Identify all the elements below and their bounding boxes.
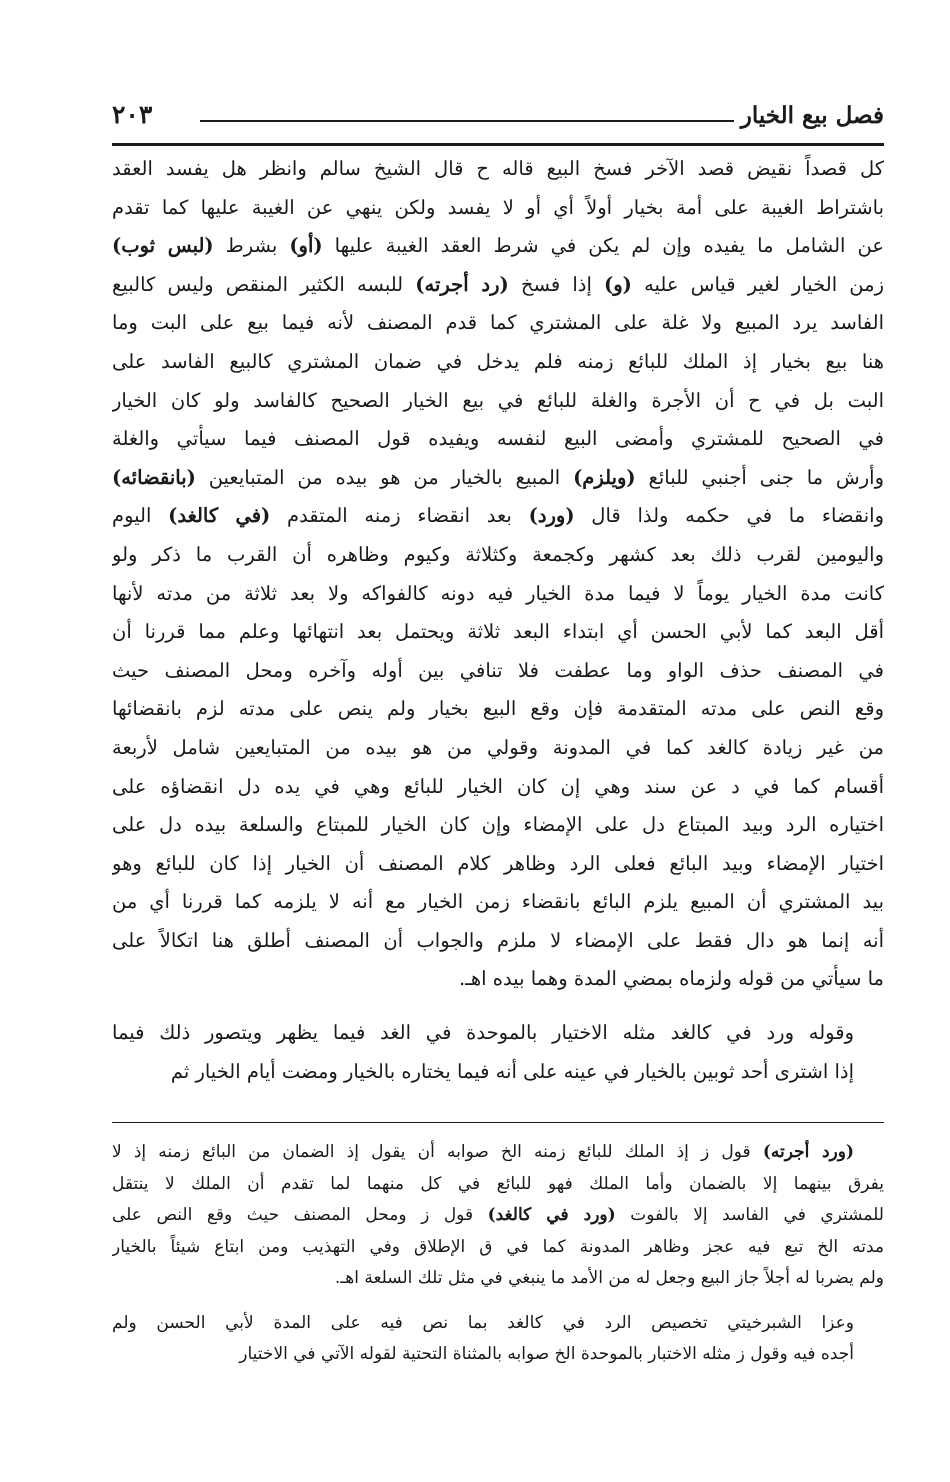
bold-term: (ورد) (528, 504, 575, 528)
footnote-line: مدته الخ تبع فيه عجز وظاهر المدونة كما في ق الإطلاق وفي التهذيب ومن ابتاع شيئاً بالخيار (112, 1236, 884, 1257)
body-line: كانت مدة الخيار يوماً لا فيما مدة الخيار فيه دونه كالفواكه ولا بعد ثلاثة من مدته لأنها (112, 581, 884, 605)
body-line: واليومين لقرب ذلك بعد كشهر وكجمعة وكثلاثة وكيوم وظاهره أن القرب ما ذكر ولو (112, 542, 884, 566)
body-line: أنه إنما هو دال فقط على الإمضاء لا ملزم والجواب أن المصنف أطلق هنا اتكالاً على (112, 928, 884, 952)
bold-term: (لبس ثوب) (112, 234, 214, 258)
text-run: بعد انقضاء زمنه المتقدم (270, 504, 529, 528)
bold-term: (ورد أجرته) (762, 1142, 855, 1162)
body-line (112, 459, 884, 498)
paragraph-2 (112, 1014, 884, 1091)
bold-term: (أو) (289, 234, 323, 258)
text-run: إذا فسخ (508, 272, 605, 296)
bold-term: (ويلزم) (573, 465, 636, 489)
body-line: في الصحيح للمشتري وأمضى البيع لنفسه ويفيده قول المصنف فيما سيأتي والغلة (112, 427, 884, 451)
header-title-line (200, 120, 734, 122)
footnotes (112, 1137, 884, 1371)
body-line: هنا بيع بخيار إذ الملك للبائع زمنه فلم يدخل في ضمان المشتري كالبيع الفاسد على (112, 349, 884, 373)
footnote-line: وعزا الشبرخيتي تخصيص الرد في كالغد بما نص فيه على المدة لأبي الحسن ولم (112, 1312, 854, 1333)
body-line: ما سيأتي من قوله ولزماه بمضي المدة وهما بيده اهـ. (458, 967, 884, 991)
body-line: في المصنف حذف الواو وما عطفت فلا تنافي بين أوله وآخره ومحل المصنف حيث (112, 658, 884, 682)
body-line: من غير زيادة كالغد كما في المدونة وقولي من هو بيده من المتبايعين شامل لأربعة (112, 735, 884, 759)
footnote-2 (112, 1308, 884, 1371)
bold-term: (بانقضائه) (112, 465, 196, 489)
bold-term: (ورد في كالغد) (487, 1205, 616, 1225)
body-line (112, 497, 884, 536)
body-line (112, 266, 884, 305)
text-run: بشرط (213, 234, 290, 258)
body-line: وقع النص على مدته المتقدمة فإن وقع البيع بخيار ولم ينص على مدته لزم بانقضائها (112, 697, 884, 721)
page-number: ٢٠٣ (112, 100, 153, 129)
text-run: للبسه الكثير المنقص وليس كالبيع (112, 272, 416, 296)
text-run: للمشتري في الفاسد إلا بالفوت (615, 1205, 884, 1225)
body-line: باشتراط الغيبة على أمة بخيار أولاً أي أو لا يفسد ولكن ينهي عن الغيبة عليها كما تقدم (112, 195, 884, 219)
paragraph-1 (112, 150, 884, 999)
text-run: زمن الخيار لغير قياس عليه (631, 272, 884, 296)
body-line: كل قصداً نقيض قصد الآخر فسخ البيع قاله ح قال الشيخ سالم وانظر هل يفسد العقد (112, 157, 884, 180)
bold-term: (رد أجرته) (415, 272, 509, 296)
body-line: إذا اشترى أحد ثوبين بالخيار في عينه على أنه فيما يختاره بالخيار ومضت أيام الخيار ثم (170, 1059, 854, 1083)
footnote-line: أجده فيه وقول ز مثله الاختبار بالموحدة الخ صوابه بالمثناة التحتية لقوله الآتي في الاختيار (239, 1344, 854, 1364)
footnote-1 (112, 1137, 884, 1295)
body-line: أقل البعد كما لأبي الحسن أي ابتداء البعد ثلاثة ويحتمل بعد انتهائها وعلم مما قررنا أن (112, 620, 884, 644)
body-line: البت بل في ح أن الأجرة والغلة للبائع في بيع الخيار الصحيح كالفاسد ولو كان الخيار (112, 388, 884, 412)
body-line: اختياره الرد وبيد المبتاع دل على الإمضاء وإن كان الخيار للمبتاع والسلعة بيده دل على (112, 813, 884, 837)
body-line: أقسام كما في د عن سند وهي إن كان الخيار للبائع وهي في يده دل انقضاؤه على (112, 774, 884, 798)
body-line: اختيار الإمضاء وبيد البائع فعلى الرد وظاهر كلام المصنف أن الخيار إذا كان للبائع وهو (112, 851, 884, 875)
body-line (112, 227, 884, 266)
body-line: وقوله ورد في كالغد مثله الاختيار بالموحدة في الغد فيما يظهر ويتصور ذلك فيما (112, 1021, 854, 1045)
footnote-separator (112, 1122, 884, 1123)
text-run: اليوم (112, 504, 169, 528)
text-run: وانقضاء ما في حكمه ولذا قال (574, 504, 884, 528)
header-rule (112, 143, 884, 146)
footnote-line (112, 1200, 884, 1232)
footnote-line (112, 1137, 884, 1169)
text-run: وأرش ما جنى أجنبي للبائع (635, 465, 884, 489)
text-run: قول ز ومحل المصنف حيث وقع النص على (112, 1205, 488, 1225)
main-text (112, 150, 884, 1091)
footnote-line: ولم يضربا له أجلاً جاز البيع وجعل له من الأمد ما ينبغي في مثل تلك السلعة اهـ. (334, 1268, 884, 1288)
text-run: عن الشامل ما يفيده وإن لم يكن في شرط العقد الغيبة عليها (322, 234, 884, 258)
footnote-line: يفرق بينهما إلا بالضمان وأما الملك فهو للبائع في كل منهما لما تقدم أن الملك لا ينتقل (112, 1173, 884, 1194)
bold-term: (و) (604, 272, 632, 296)
text-run: المبيع بالخيار من هو بيده من المتبايعين (195, 465, 574, 489)
running-title: فصل بيع الخيار (740, 102, 884, 129)
body-line: الفاسد يرد المبيع ولا غلة على المشتري كما قدم المصنف لأنه فيما بيع على البت وما (112, 311, 884, 335)
bold-term: (في كالغد) (168, 504, 271, 528)
text-run: قول ز إذ الملك للبائع زمنه الخ صوابه أن يقول إذ الضمان من البائع زمنه إذ لا (112, 1142, 763, 1162)
page-header (112, 100, 884, 140)
body-line: بيد المشتري أن المبيع يلزم البائع بانقضاء زمن الخيار مع أنه لا يلزمه كما قررنا أي من (112, 890, 884, 914)
